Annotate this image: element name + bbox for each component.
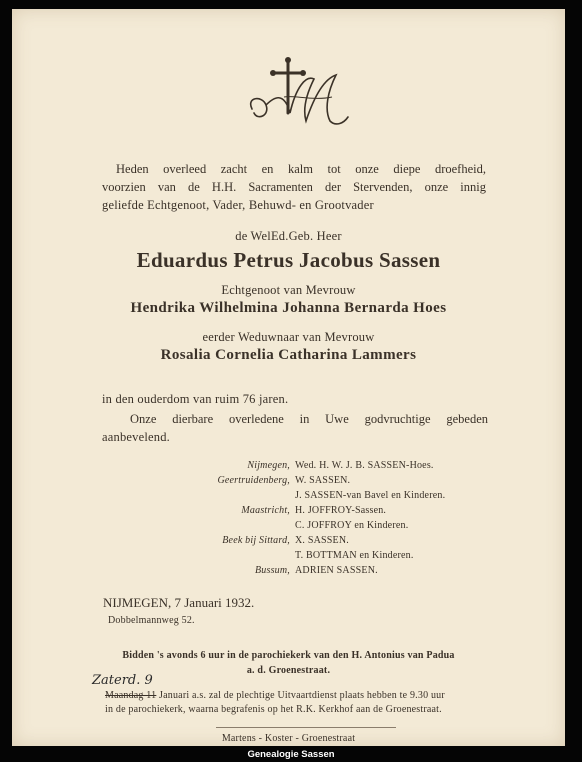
image-caption: Genealogie Sassen <box>247 749 335 760</box>
spouse-label: Echtgenoot van Mevrouw <box>221 283 356 297</box>
prayer-line-1: Onze dierbare overledene in Uwe godvruchtige gebeden <box>130 412 488 426</box>
intro-line-2: voorzien van de H.H. Sacramenten der Stervenden, onze innig <box>102 180 486 194</box>
family-name: W. SASSEN. <box>295 475 351 486</box>
location-date: NIJMEGEN, 7 Januari 1932. <box>103 595 255 610</box>
cross-monogram-icon <box>244 57 354 133</box>
funeral-line-1 <box>105 690 445 701</box>
family-name: T. BOTTMAN en Kinderen. <box>295 550 414 561</box>
prayer-notice-line-2: a. d. Groenestraat. <box>246 665 331 676</box>
family-place: Nijmegen, <box>247 460 290 471</box>
family-name: C. JOFFROY en Kinderen. <box>295 520 409 531</box>
funeral-line-1-text: Januari a.s. zal de plechtige Uitvaartdienst plaats hebben te 9.30 uur <box>159 690 445 701</box>
family-name: J. SASSEN-van Bavel en Kinderen. <box>295 490 446 501</box>
printer-imprint: Martens - Koster - Groenestraat <box>221 733 356 744</box>
family-place: Geertruidenberg, <box>217 475 290 486</box>
family-place: Maastricht, <box>241 505 290 516</box>
spouse-name: Hendrika Wilhelmina Johanna Bernarda Hoes <box>130 300 447 316</box>
deceased-name: Eduardus Petrus Jacobus Sassen <box>136 248 441 272</box>
family-place: Bussum, <box>254 565 290 576</box>
prayer-line-2: aanbevelend. <box>102 430 170 444</box>
family-place: Beek bij Sittard, <box>222 535 290 546</box>
age-line: in den ouderdom van ruim 76 jaren. <box>102 392 289 406</box>
family-name: ADRIEN SASSEN. <box>295 565 378 576</box>
title-prefix: de WelEd.Geb. Heer <box>235 229 342 243</box>
intro-line-3: geliefde Echtgenoot, Vader, Behuwd- en Grootvader <box>102 198 374 212</box>
former-spouse-name: Rosalia Cornelia Catharina Lammers <box>160 347 417 363</box>
address: Dobbelmannweg 52. <box>108 615 195 626</box>
family-name: X. SASSEN. <box>295 535 349 546</box>
funeral-line-2: in de parochiekerk, waarna begrafenis op het R.K. Kerkhof aan de Groenestraat. <box>105 704 442 715</box>
intro-line-1: Heden overleed zacht en kalm tot onze diepe droefheid, <box>116 162 486 176</box>
prayer-notice-line-1: Bidden 's avonds 6 uur in de parochiekerk van den H. Antonius van Padua <box>122 650 455 661</box>
former-spouse-label: eerder Weduwnaar van Mevrouw <box>202 330 375 344</box>
handwritten-date: Zaterd. 9 <box>92 673 153 688</box>
family-name: Wed. H. W. J. B. SASSEN-Hoes. <box>295 460 434 471</box>
memorial-card <box>12 9 565 746</box>
struck-date: Maandag 11 <box>105 690 157 701</box>
imprint-rule <box>216 727 396 728</box>
family-name: H. JOFFROY-Sassen. <box>295 505 387 516</box>
